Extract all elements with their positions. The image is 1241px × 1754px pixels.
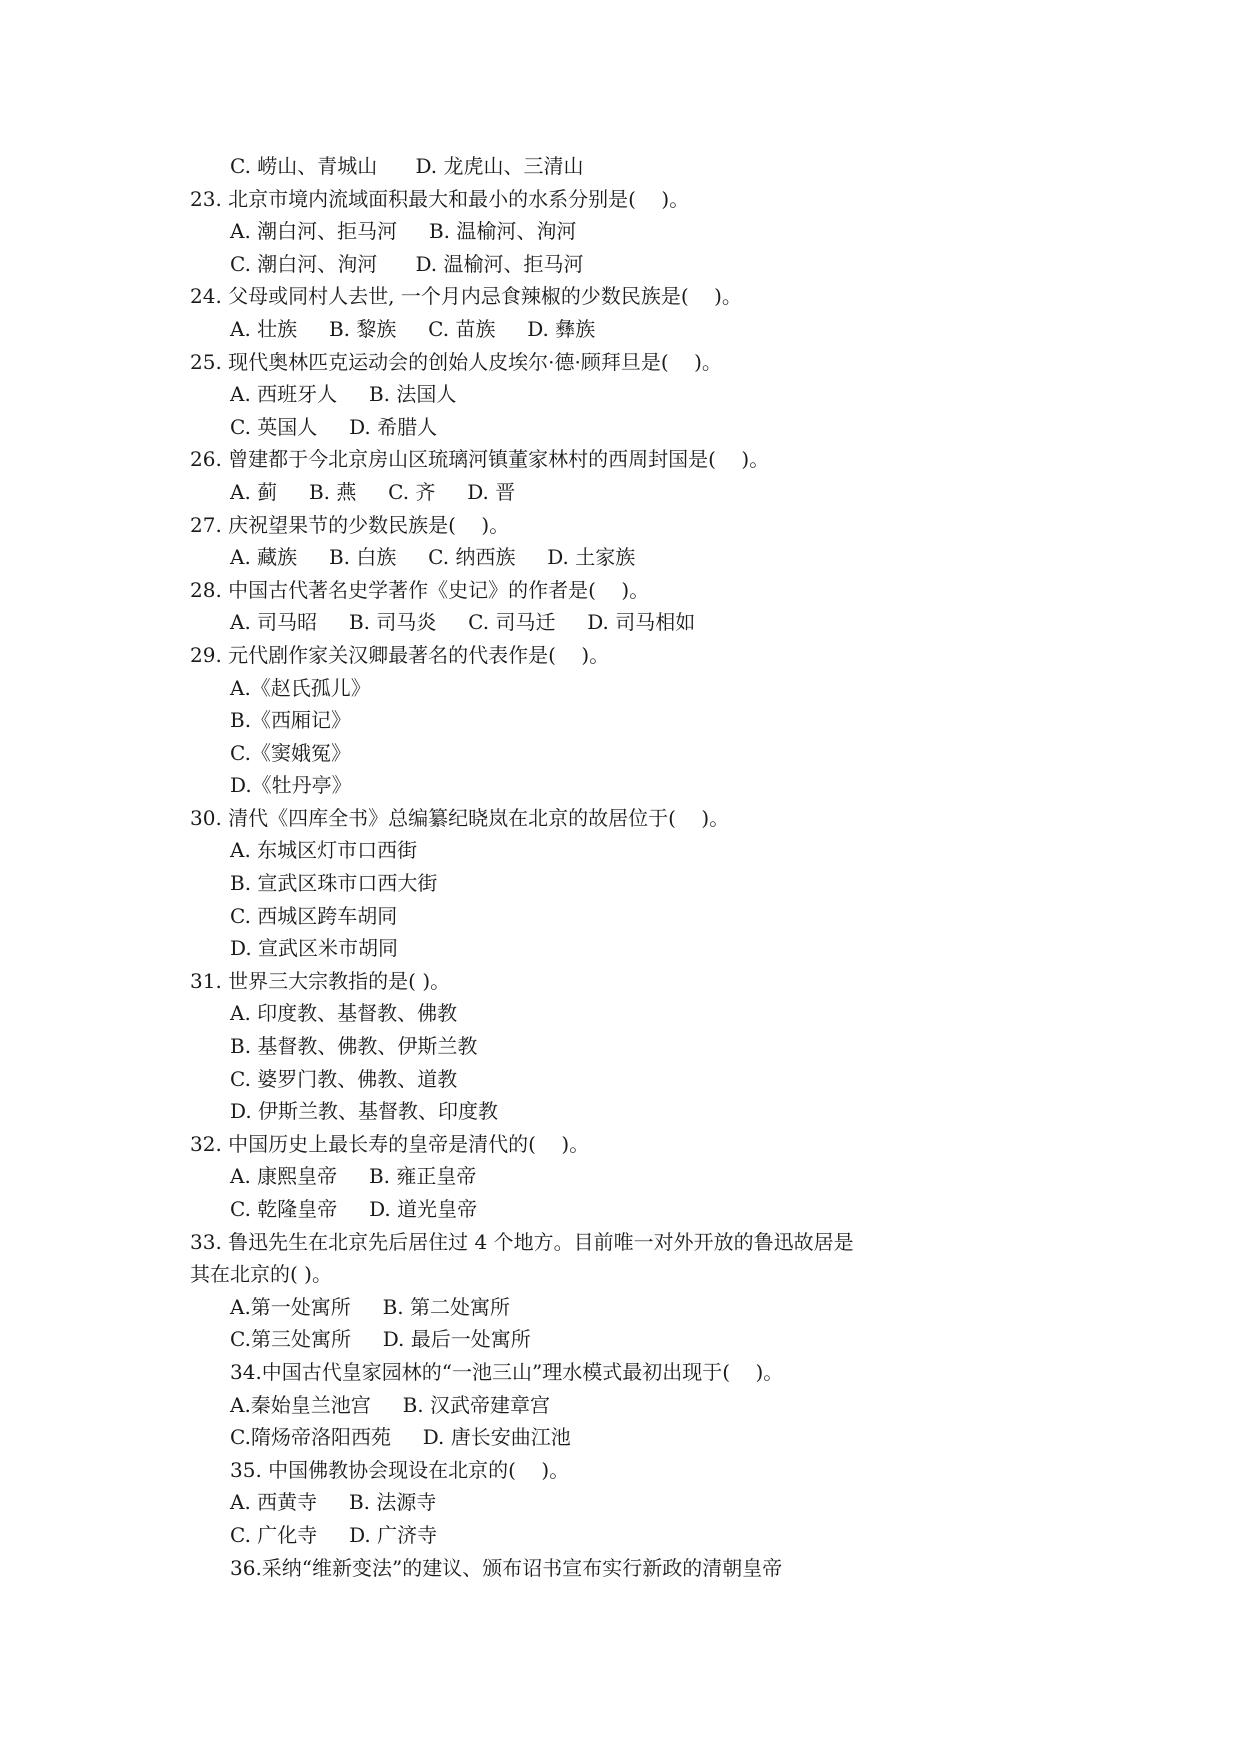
option-line: C. 西城区跨车胡同 — [230, 903, 398, 928]
option-line: D. 宣武区米市胡同 — [230, 936, 399, 961]
question-line: 26. 曾建都于今北京房山区琉璃河镇董家林村的西周封国是( )。 — [190, 447, 770, 472]
option-line: A. 西黄寺 B. 法源寺 — [230, 1490, 437, 1515]
option-line: C. 崂山、青城山 D. 龙虎山、三清山 — [230, 154, 584, 178]
option-line: B. 基督教、佛教、伊斯兰教 — [230, 1034, 478, 1059]
question-line: 28. 中国古代著名史学著作《史记》的作者是( )。 — [190, 577, 650, 602]
option-line: A.《赵氏孤儿》 — [230, 675, 371, 700]
option-line: C.《窦娥冤》 — [230, 740, 351, 765]
option-line: B. 宣武区珠市口西大街 — [230, 871, 438, 896]
option-line: 36.采纳“维新变法”的建议、颁布诏书宣布实行新政的清朝皇帝 — [230, 1555, 783, 1580]
option-line: D.《牡丹亭》 — [230, 773, 352, 798]
option-line: A.第一处寓所 B. 第二处寓所 — [230, 1294, 510, 1319]
question-line: 27. 庆祝望果节的少数民族是( )。 — [190, 512, 510, 537]
option-line: D. 伊斯兰教、基督教、印度教 — [230, 1099, 499, 1124]
option-line: B.《西厢记》 — [230, 708, 352, 733]
option-line: A. 潮白河、拒马河 B. 温榆河、洵河 — [230, 219, 577, 244]
option-line: A. 藏族 B. 白族 C. 纳西族 D. 土家族 — [230, 545, 636, 570]
question-line: 31. 世界三大宗教指的是( )。 — [190, 968, 451, 993]
question-line: 32. 中国历史上最长寿的皇帝是清代的( )。 — [190, 1131, 590, 1156]
option-line: A.秦始皇兰池宫 B. 汉武帝建章宫 — [230, 1392, 550, 1417]
option-line: A. 壮族 B. 黎族 C. 苗族 D. 彝族 — [230, 316, 596, 341]
question-list — [190, 150, 1090, 1584]
question-line: 30. 清代《四库全书》总编纂纪晓岚在北京的故居位于( )。 — [190, 805, 730, 830]
option-line: A. 蓟 B. 燕 C. 齐 D. 晋 — [230, 479, 516, 504]
option-line: A. 康熙皇帝 B. 雍正皇帝 — [230, 1164, 477, 1189]
question-line: 29. 元代剧作家关汉卿最著名的代表作是( )。 — [190, 642, 610, 667]
question-line: 其在北京的( )。 — [190, 1262, 332, 1287]
option-line: A. 西班牙人 B. 法国人 — [230, 382, 457, 407]
option-line: 34.中国古代皇家园林的“一池三山”理水模式最初出现于( )。 — [230, 1359, 784, 1384]
option-line: C. 广化寺 D. 广济寺 — [230, 1522, 438, 1547]
question-line: 25. 现代奥林匹克运动会的创始人皮埃尔·德·顾拜旦是( )。 — [190, 349, 722, 374]
option-line: C.隋炀帝洛阳西苑 D. 唐长安曲江池 — [230, 1425, 571, 1450]
option-line: C. 乾隆皇帝 D. 道光皇帝 — [230, 1197, 478, 1221]
option-line: C.第三处寓所 D. 最后一处寓所 — [230, 1327, 531, 1352]
option-line: A. 司马昭 B. 司马炎 C. 司马迁 D. 司马相如 — [230, 610, 696, 635]
option-line: C. 潮白河、洵河 D. 温榆河、拒马河 — [230, 251, 584, 276]
option-line: A. 印度教、基督教、佛教 — [230, 1001, 458, 1026]
option-line: A. 东城区灯市口西街 — [230, 838, 418, 863]
option-line: 35. 中国佛教协会现设在北京的( )。 — [230, 1457, 570, 1482]
question-line: 33. 鲁迅先生在北京先后居住过 4 个地方。目前唯一对外开放的鲁迅故居是 — [190, 1229, 854, 1254]
option-line: C. 英国人 D. 希腊人 — [230, 414, 438, 439]
option-line: C. 婆罗门教、佛教、道教 — [230, 1066, 458, 1091]
question-line: 23. 北京市境内流域面积最大和最小的水系分别是( )。 — [190, 186, 690, 211]
question-line: 24. 父母或同村人去世, 一个月内忌食辣椒的少数民族是( )。 — [190, 284, 742, 309]
